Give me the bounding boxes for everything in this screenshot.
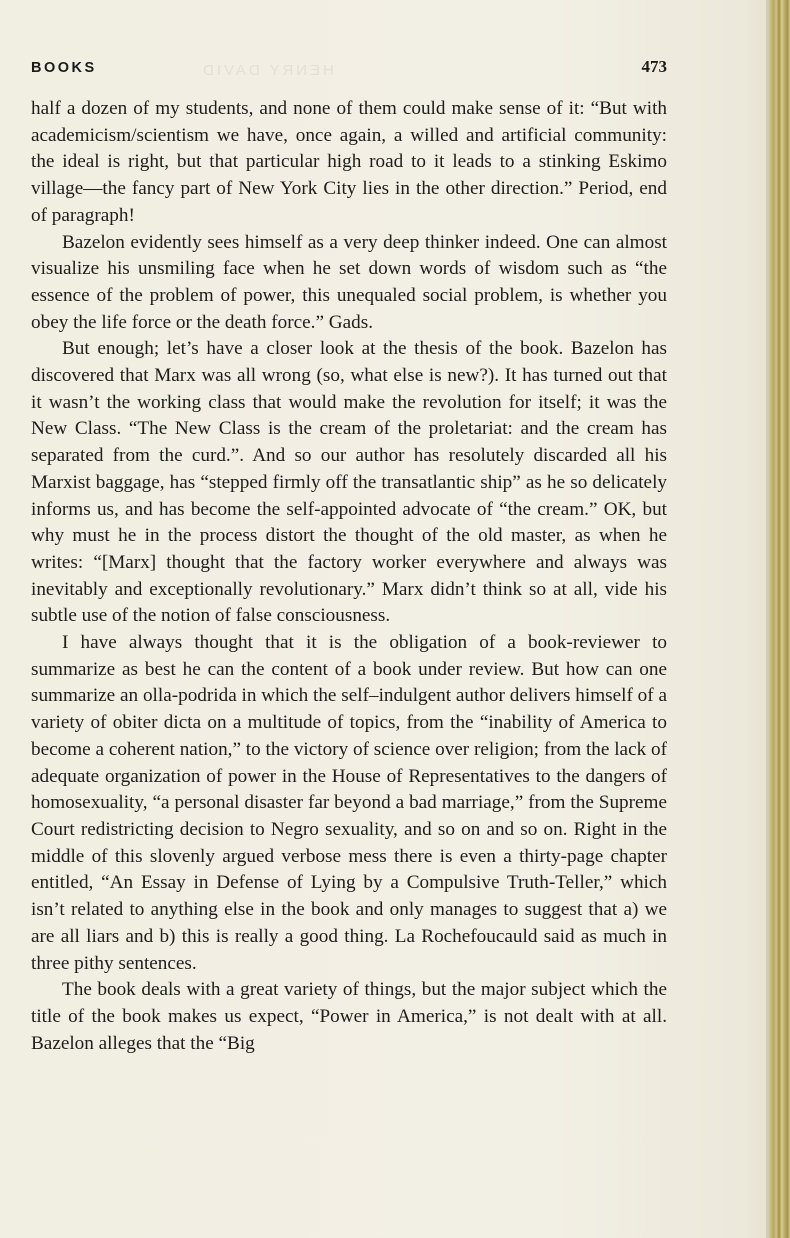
- bleed-through-text: HENRY DAVID: [200, 62, 334, 79]
- page-number: 473: [641, 57, 667, 76]
- running-head: BOOKS: [31, 60, 97, 76]
- book-spine-edge: [768, 0, 790, 1238]
- paragraph-2: Bazelon evidently sees himself as a very deep thinker indeed. One can almost visualize his unsmiling face when he set down words of wisdom such as “the essence of the problem of power, this unequaled social problem, is whether you obey the life force or the death force.” Gads.: [31, 231, 667, 333]
- body-text: [31, 96, 667, 1057]
- paragraph-4: I have always thought that it is the obligation of a book-reviewer to summarize as best he can the content of a book under review. But how can one summarize an olla-podrida in which the self–indulgent author delivers himself of a variety of obiter dicta on a multitude of topics, from the “inability of America to become a coherent nation,” to the victory of science over religion; from the lack of adequate organization of power in the House of Representatives to the dangers of homosexuality, “a personal disaster far beyond a bad marriage,” from the Supreme Court redistricting decision to Negro sexuality, and so on and so on. Right in the middle of this slovenly argued verbose mess there is even a thirty-page chapter entitled, “An Essay in Defense of Lying by a Compulsive Truth-Teller,” which isn’t related to anything else in the book and only manages to suggest that a) we are all liars and b) this is really a good thing. La Rochefoucauld said as much in three pithy sentences.: [31, 632, 667, 974]
- paragraph-5: The book deals with a great variety of things, but the major subject which the title of the book makes us expect, “Power in America,” is not dealt with at all. Bazelon alleges that the “Big: [31, 979, 667, 1054]
- page-header: [31, 56, 667, 80]
- paragraph-3: But enough; let’s have a closer look at the thesis of the book. Bazelon has discovered that Marx was all wrong (so, what else is new?). It has turned out that it wasn’t the working class that would make the revolution for itself; it was the New Class. “The New Class is the cream of the proletariat: and the cream has separated from the curd.”. And so our author has resolutely discarded all his Marxist baggage, has “stepped firmly off the transatlantic ship” as he so delicately informs us, and has become the self-appointed advocate of “the cream.” OK, but why must he in the process distort the thought of the old master, as when he writes: “[Marx] thought that the factory worker everywhere and always was inevitably and exceptionally revolutionary.” Marx didn’t think so at all, vide his subtle use of the notion of false consciousness.: [31, 338, 667, 627]
- paragraph-1: half a dozen of my students, and none of them could make sense of it: “But with academicism/scientism we have, once again, a willed and artificial community: the ideal is right, but that particular high road to it leads to a stinking Eskimo village—the fancy part of New York City lies in the other direction.” Period, end of paragraph!: [31, 98, 667, 226]
